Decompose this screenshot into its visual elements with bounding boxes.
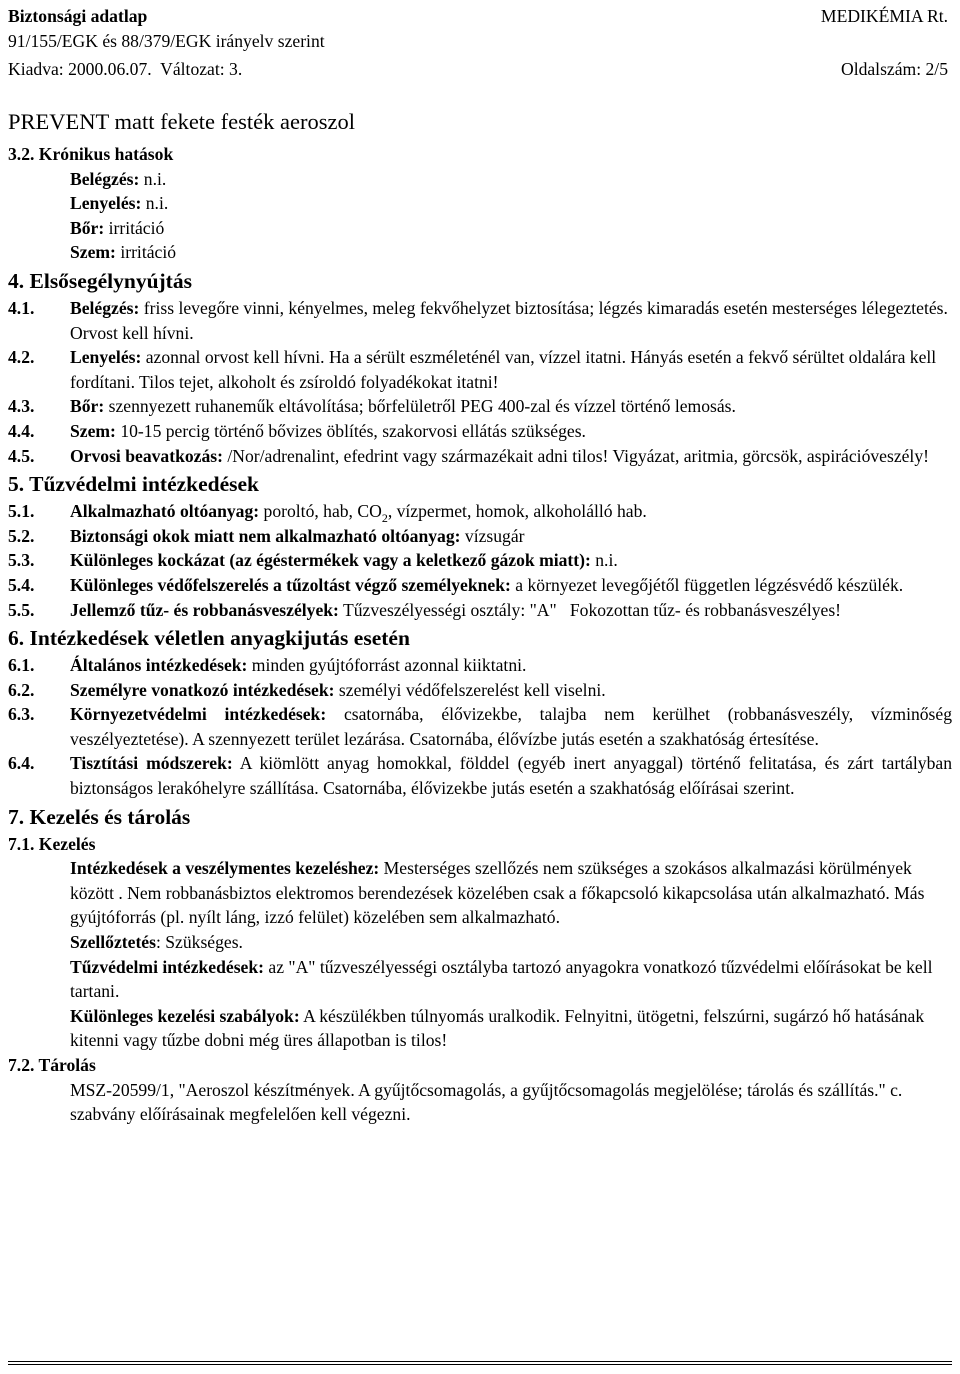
list-item: 6.4. Tisztítási módszerek: A kiömlött anyag homokkal, földdel (egyéb inert anyaggal) történő felitatása, és zárt tartályban biztonságos lerakóhelyre szállítása. Csatornába, élővizekbe jutás esetén a szakhatóság előírásai szerint. — [8, 753, 952, 799]
paragraph: MSZ-20599/1, "Aeroszol készítmények. A gyűjtőcsomagolás, a gyűjtőcsomagolás megjelölése; tárolás és szállítás." c. szabvány előírásainak megfelelően kell végezni. — [70, 1079, 903, 1125]
list-item: 6.3. Környezetvédelmi intézkedések: csatornába, élővizekbe, talajba nem kerülhet (robbanásveszély, vízminőség veszélyeztetése). A szennyezett terület lezárása. Csatornába, élővízbe jutás esetén a szakhatóság értesítése. — [8, 704, 952, 749]
list-item: 5.4. Különleges védőfelszerelés a tűzoltást végző személyeknek: a környezet levegőjétől független légzésvédő készülék. — [8, 574, 904, 595]
header-row-2 — [8, 29, 948, 54]
list-item: Lenyelés: n.i. — [70, 193, 169, 214]
list-item: 4.1. Belégzés: friss levegőre vinni, kényelmes, meleg fekvőhelyzet biztosítása; légzés kimaradás esetén mesterséges lélegeztetés. Orvost kell hívni. — [8, 297, 948, 343]
list-item: 4.3. Bőr: szennyezett ruhaneműk eltávolítása; bőrfelületről PEG 400-zal és vízzel történő lemosás. — [8, 396, 736, 417]
product-title: PREVENT matt fekete festék aeroszol — [8, 109, 355, 134]
section-6-title: 6. Intézkedések véletlen anyagkijutás esetén — [8, 626, 410, 651]
list-item: 4.2. Lenyelés: azonnal orvost kell hívni. Ha a sérült eszméleténél van, vízzel itatni. Hányás esetén a fekvő sérültet oldalára kell fordítani. Tilos tejet, alkoholt és zsíroldó folyadékokat itatni! — [8, 347, 937, 392]
paragraph: Különleges kezelési szabályok: A készülékben túlnyomás uralkodik. Felnyitni, ütögetni, felszúrni, sugárzó hő hatásának kitenni vagy tűzbe dobni még üres állapotban is tilos! — [70, 1005, 925, 1051]
header-row-1 — [8, 4, 948, 29]
version: Változat: 3. — [160, 59, 243, 79]
list-item: 6.2. Személyre vonatkozó intézkedések: személyi védőfelszerelést kell viselni. — [8, 679, 606, 700]
header-row-3 — [8, 57, 948, 82]
issue-date: Kiadva: 2000.06.07. — [8, 59, 152, 79]
document-body — [8, 142, 952, 1127]
list-item: 5.2. Biztonsági okok miatt nem alkalmazható oltóanyag: vízsugár — [8, 525, 525, 546]
paragraph: Szellőztetés: Szükséges. — [70, 932, 243, 953]
section-3-2-list — [8, 167, 952, 265]
section-4-title: 4. Elsősegélynyújtás — [8, 268, 192, 293]
paragraph: Intézkedések a veszélymentes kezeléshez: Mesterséges szellőzés nem szükséges a szokásos alkalmazási körülmények között . Nem robbanásbiztos elektromos berendezések közelében csak a főkapcsoló kikapcsolása után alkalmazható. Más gyújtóforrás (pl. nyílt láng, izzó felület) közelében sem alkalmazható. — [70, 858, 925, 928]
issue-version — [8, 57, 242, 82]
section-7-1-title: 7.1. Kezelés — [8, 833, 96, 854]
list-item: 4.5. Orvosi beavatkozás: /Nor/adrenalint, efedrint vagy származékait adni tilos! Vigyázat, aritmia, görcsök, aspirációveszély! — [8, 445, 929, 466]
list-item: Szem: irritáció — [70, 242, 177, 263]
company-name: MEDIKÉMIA Rt. — [820, 6, 948, 26]
doc-type: Biztonsági adatlap — [8, 6, 148, 26]
section-7-2-title: 7.2. Tárolás — [8, 1055, 96, 1075]
section-7-2-body — [8, 1078, 952, 1127]
list-item: 5.3. Különleges kockázat (az égéstermékek vagy a keletkező gázok miatt): n.i. — [8, 550, 618, 571]
list-item: 5.1. Alkalmazható oltóanyag: poroltó, hab, $CO_2$, vízpermet, homok, alkoholálló hab. — [8, 501, 647, 526]
list-item: Bőr: irritáció — [70, 217, 165, 238]
directive: 91/155/EGK és 88/379/EGK irányelv szerint — [8, 31, 325, 51]
list-item: 5.5. Jellemző tűz- és robbanásveszélyek: Tűzveszélyességi osztály: "A" Fokozottan tűz- és robbanásveszélyes! — [8, 599, 842, 620]
list-item: Belégzés: n.i. — [70, 168, 167, 189]
section-5-title: 5. Tűzvédelmi intézkedések — [8, 472, 260, 497]
footer-rule — [8, 1361, 952, 1365]
list-item: 4.4. Szem: 10-15 percig történő bővizes öblítés, szakorvosi ellátás szükséges. — [8, 420, 586, 441]
list-item: 6.1. Általános intézkedések: minden gyújtóforrást azonnal kiiktatni. — [8, 655, 527, 676]
page-number: Oldalszám: 2/5 — [840, 59, 948, 79]
paragraph: Tűzvédelmi intézkedések: az "A" tűzveszélyességi osztályba tartozó anyagokra vonatkozó tűzvédelmi előírásokat be kell tartani. — [70, 956, 933, 1002]
section-7-1-body — [8, 856, 952, 1053]
section-7-title: 7. Kezelés és tárolás — [8, 804, 191, 829]
section-3-2-title: 3.2. Krónikus hatások — [8, 144, 174, 164]
